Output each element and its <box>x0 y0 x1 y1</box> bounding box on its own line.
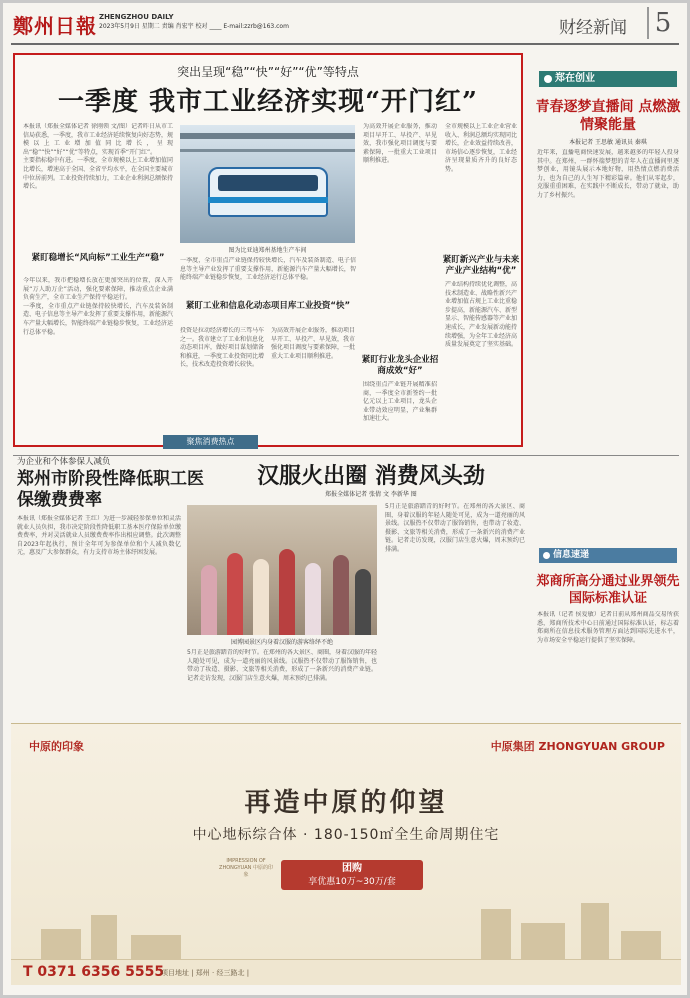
ad-logo-left: 中原的印象 <box>29 740 84 753</box>
lead-col1c-text-2: 一季度，全市重点产业链保持较快增长，汽车及装备制造、电子信息等主导产业发挥了重要支撑作用，新能源汽车产量大幅增长，智能终端产业链稳步恢复，工业经济运行总体平稳。 <box>23 302 173 336</box>
bottom-left-kicker: 为企业和个体参保人减负 <box>17 457 111 467</box>
lead-col4b-text: 产业结构持续优化调整，高技术制造业、战略性新兴产业增加值占规上工业比重稳步提高，新能源汽车、新型显示、智能传感器等产业加速成长，产业发展新动能持续增强，为全年工业经济高质量发展奠定了坚实基础。 <box>445 281 517 349</box>
lead-col3b-text: 围绕重点产业链开展精准招商，一季度全市新签约一批亿元以上工业项目，龙头企业带动效应明显，产业集群加速壮大。 <box>363 381 437 423</box>
page-number: 5 <box>647 7 677 39</box>
lead-column-3 <box>363 123 437 291</box>
bottom-mid-body-text: 5月正是旅游踏青的好时节。在郑州的各大景区、商圈，身着汉服的年轻人随处可见，成为一道亮丽的风景线。汉服热不仅带动了服饰销售，也带动了妆造、摄影、文旅等相关消费，形成了一条新兴的消费产业链。记者走访发现，汉服门店生意火爆，周末预约已排满。 <box>187 649 377 682</box>
bottom-mid-body <box>187 649 377 715</box>
ad-phone: T 0371 6356 5555 <box>23 964 165 980</box>
skyline-building <box>521 923 565 959</box>
photo-figure <box>253 559 269 635</box>
photo-figure <box>333 555 349 635</box>
photo-figure <box>227 553 243 635</box>
publication-english-name: ZHENGZHOU DAILY <box>99 13 174 21</box>
right-top-body-text: 近年来，直播电商快速发展，越来越多的年轻人投身其中。在郑州，一群怀揣梦想的青年人在直播间里逐梦创业，用镜头展示本地好物，用热情点燃消费活力，也为自己的人生写下精彩篇章。他们从零起步，克服重重困难，在实践中不断成长，带动了就业，助力了乡村振兴。 <box>537 149 679 199</box>
lead-column-1 <box>23 123 173 251</box>
lead-col2-text: 一季度，全市重点产业链保持较快增长，汽车及装备制造、电子信息等主导产业发挥了重要支撑作用，新能源汽车产量大幅增长，智能终端产业链稳步恢复，工业经济运行总体平稳。 <box>180 257 356 282</box>
section-divider <box>13 455 679 456</box>
tag-dot-icon <box>544 75 552 83</box>
ad-title: 再造中原的仰望 <box>244 788 448 818</box>
photo-bus-window <box>218 175 318 191</box>
lead-column-2b <box>180 327 264 443</box>
right-top-body <box>537 149 679 533</box>
photo-figure <box>201 565 217 635</box>
real-estate-ad <box>11 723 681 985</box>
lead-col3-text: 为高效开展企业服务，推动项目早开工、早投产、早见效，我市强化项目调度与要素保障，一批重大工业项目顺利推进。 <box>363 123 437 165</box>
ad-promo-title: 团购 <box>342 863 362 874</box>
factory-photo-caption: 图为比亚迪郑州基地生产车间 <box>228 247 307 254</box>
lead-col2c-text: 为高效开展企业服务，推动项目早开工、早投产、早见效，我市强化项目调度与要素保障，一批重大工业项目顺利推进。 <box>271 327 355 360</box>
lead-subhead-4: 紧盯新兴产业与未来产业产业结构“优” <box>442 255 520 276</box>
section-name: 财经新闻 <box>559 18 627 38</box>
lead-col4-text: 全市规模以上工业企业营业收入、利润总额均实现同比增长，企业效益持续改善，市场信心逐步恢复，工业经济呈现量质齐升的良好态势。 <box>445 123 517 173</box>
right-bottom-body <box>537 611 679 715</box>
lead-column-3b <box>363 381 437 443</box>
section-tag-startup-label: 郑在创业 <box>555 73 595 84</box>
lead-subhead-3: 紧盯行业龙头企业招商成效“好” <box>361 355 439 376</box>
lead-column-1b <box>23 277 173 443</box>
tag-dot-icon <box>543 552 550 559</box>
lead-story <box>13 53 523 447</box>
hanfu-photo <box>187 505 377 635</box>
lead-col1b-text: 主要指标稳中有进。一季度，全市规模以上工业增加值同比增长，增速高于全国、全省平均水平，在全国主要城市中位居前列。工业投资持续加力，工业企业利润总额保持增长。 <box>23 157 173 191</box>
skyline-building <box>131 935 181 959</box>
section-tag-info <box>539 548 677 563</box>
bottom-mid-byline: 郑报全媒体记者 张倩 文 李新华 图 <box>325 491 417 498</box>
skyline-building <box>621 931 661 959</box>
factory-photo <box>180 125 355 243</box>
masthead <box>11 7 679 45</box>
photo-figure <box>279 549 295 635</box>
photo-figure <box>305 563 321 635</box>
bottom-mid-body-text-2: 5月正是旅游踏青的好时节。在郑州的各大景区、商圈，身着汉服的年轻人随处可见，成为一道亮丽的风景线。汉服热不仅带动了服饰销售，也带动了妆造、摄影、文旅等相关消费，形成了一条新兴的消费产业链。记者走访发现，汉服门店生意火爆，周末预约已排满。 <box>385 503 525 553</box>
ad-skyline <box>11 899 681 959</box>
lead-column-4 <box>445 123 517 251</box>
lead-subhead-1: 紧盯稳增长“风向标”工业生产“稳” <box>31 253 165 263</box>
publication-info <box>99 13 289 31</box>
bottom-left-body-text: 本报讯（郑报全媒体记者 王红）为进一步减轻参保单位和灵活就业人员负担，我市决定阶段性降低职工基本医疗保险单位缴费费率，并对灵活就业人员缴费费率作出相应调整。此次调整自2023年起执行，预计全年可为参保单位和个人减负数亿元，惠及广大参保群众，有力支持市场主体纾困发展。 <box>17 515 181 557</box>
ad-promo-box <box>281 860 423 890</box>
lead-intro-text: 本报讯（郑报全媒体记者 徐刚领 文/图）记者昨日从市工信局获悉，一季度，我市工业经济延续恢复向好态势，规模以上工业增加值同比增长，呈现出“稳”“快”“好”“优”等特点，实现首季“开门红”。 <box>23 123 173 156</box>
skyline-building <box>41 929 81 959</box>
ad-logo-right: 中原集团 ZHONGYUAN GROUP <box>490 740 665 753</box>
hanfu-photo-caption: 园博园景区内身着汉服的游客络绎不绝 <box>230 639 333 646</box>
publication-date: 2023年5月9日 星期二 责编 肖宏宇 校对 ____ E-mail:zzrb@163.com <box>99 23 289 30</box>
bottom-left-body <box>17 515 181 715</box>
lead-col1c-text: 今年以来，我市把稳增长放在更加突出的位置，深入开展“万人助万企”活动，强化要素保障，推动重点企业满负荷生产，全市工业生产保持平稳运行。 <box>23 277 173 302</box>
section-tag-consumption: 聚焦消费热点 <box>163 435 258 449</box>
right-bottom-headline: 郑商所高分通过业界领先国际标准认证 <box>536 574 680 606</box>
right-bottom-body-text: 本报讯（记者 侯爱敏）记者日前从郑州商品交易所获悉，郑商所技术中心日前通过国际标准认证，标志着郑商所在信息技术服务管理方面达到国际先进水平，为市场安全平稳运行提供了坚实保障。 <box>537 611 679 644</box>
bottom-left-headline: 郑州市阶段性降低职工医保缴费费率 <box>17 469 204 510</box>
right-top-byline: 本报记者 王思敏 通讯员 秦琪 <box>569 139 647 146</box>
photo-figure <box>355 569 371 635</box>
lead-col2b-text: 投资是拉动经济增长的三驾马车之一。我市建立了工业和信息化动态项目库，做好项目谋划储备和推进，一季度工业投资同比增长，技术改造投资增长较快。 <box>180 327 264 369</box>
ad-promo-offer: 享优惠10万~30万/套 <box>308 877 396 887</box>
newspaper-page <box>3 3 687 995</box>
lead-column-2 <box>180 257 356 297</box>
bottom-mid-body-2 <box>385 503 525 715</box>
photo-beam-2 <box>180 149 355 152</box>
lead-subhead-2: 紧盯工业和信息化动态项目库工业投资“快” <box>185 301 351 311</box>
bottom-mid-headline: 汉服火出圈 消费风头劲 <box>257 463 485 489</box>
ad-address: 项目地址 | 郑州 · 经三路北 | <box>161 969 250 977</box>
section-tag-startup <box>539 71 677 87</box>
lead-headline: 一季度 我市工业经济实现“开门红” <box>58 87 478 117</box>
ad-footer <box>11 959 681 985</box>
skyline-building <box>481 909 511 959</box>
lead-kicker: 突出呈现“稳”“快”“好”“优”等特点 <box>177 65 359 79</box>
lead-column-4b <box>445 281 517 443</box>
ad-subtitle: 中心地标综合体 · 180-150㎡全生命周期住宅 <box>192 827 500 843</box>
ad-badge: IMPRESSION OF ZHONGYUAN 中原的印象 <box>219 858 273 878</box>
skyline-building <box>581 903 609 959</box>
photo-bus-stripe <box>208 197 328 203</box>
right-top-headline: 青春逐梦直播间 点燃激情聚能量 <box>535 99 681 133</box>
section-tag-info-label: 信息速递 <box>553 550 590 560</box>
photo-beam <box>180 133 355 139</box>
skyline-building <box>91 915 117 959</box>
lead-column-2c <box>271 327 355 443</box>
newspaper-logo: 鄭州日報 <box>13 14 97 38</box>
